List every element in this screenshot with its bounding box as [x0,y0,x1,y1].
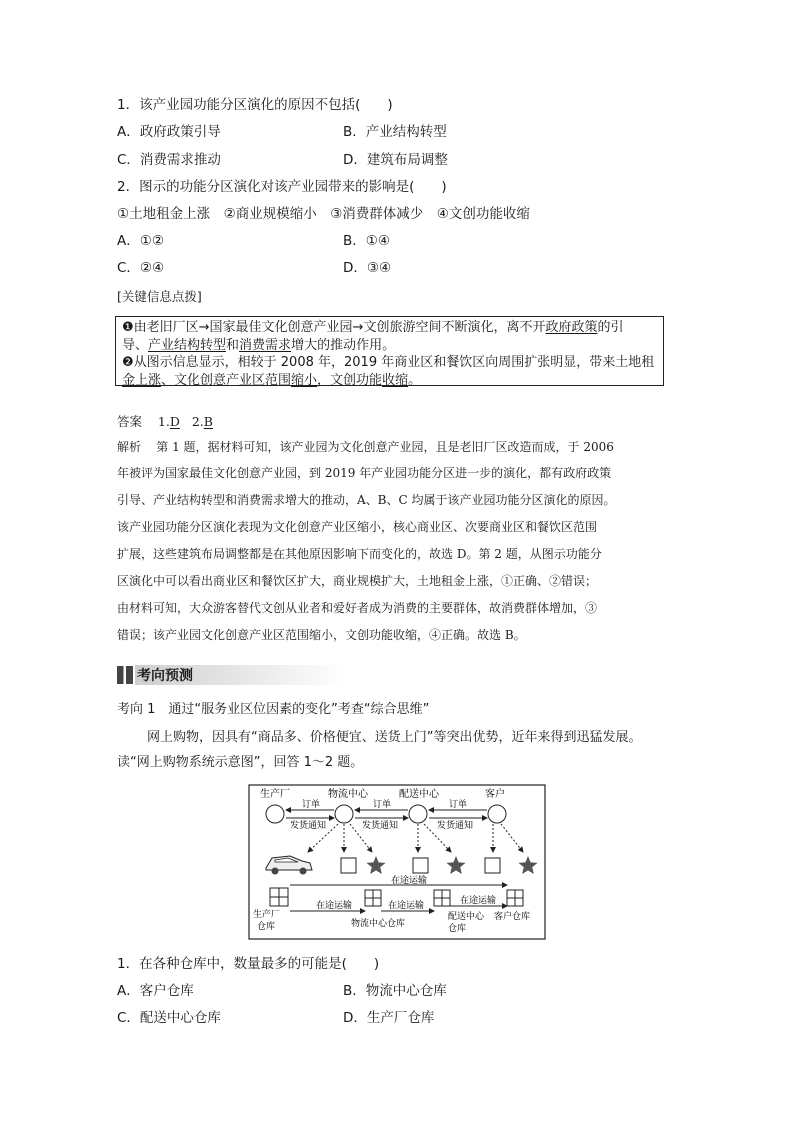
order-label-2: 订单 [373,800,392,810]
key-info-box [115,316,664,386]
answer-2: B [203,414,213,429]
explanation-line-5: 扩展，这些建筑布局调整都是在其他原因影响下而变化的，故选 D。第 2 题，从图示功能分 [117,547,602,561]
node-factory-circle [266,805,284,823]
key-info-heading: [关键信息点拨] [117,289,202,304]
star-icon [519,856,538,874]
transit-label-1: 在途运输 [316,901,353,911]
qb1-option-c: C．配送中心仓库 [117,1010,221,1026]
section-marker-icon [117,666,133,684]
qb1-option-d: D．生产厂仓库 [343,1010,435,1026]
notice-label-2: 发货通知 [362,821,399,831]
answer-1: D [169,414,180,429]
car-icon [266,856,312,875]
order-label-1: 订单 [302,800,321,810]
star-icon [447,856,466,874]
intro-line-2: 读“网上购物系统示意图”，回答 1～2 题。 [117,755,364,770]
key-info-line-3: ❷从图示信息显示，相较于 2008 年，2019 年商业区和餐饮区向周围扩张明显，带来土地租 [122,355,655,370]
node-customer-circle [488,805,506,823]
q2-option-b: B．①④ [343,233,390,249]
notice-label-3: 发货通知 [437,821,474,831]
section-title: 考向预测 [135,665,347,685]
transit-label-3: 在途运输 [460,896,497,906]
explanation-line-6: 区演化中可以看出商业区和餐饮区扩大，商业规模扩大，土地租金上涨，①正确、②错误； [117,574,598,588]
star-icon [367,856,386,874]
wh-label-dist-2: 仓库 [448,924,467,934]
transit-label-top: 在途运输 [391,876,428,886]
online-shopping-diagram [248,784,546,940]
explanation-line-3: 引导、产业结构转型和消费需求增大的推动，A、B、C 均属于该产业园功能分区演化的原因。 [117,493,616,507]
key-info-line-1: ❶由老旧厂区→国家最佳文化创意产业园→文创旅游空间不断演化，离不开政府政策的引 [122,320,624,335]
node-logistics-circle [335,805,353,823]
wh-label-customer: 客户仓库 [494,912,531,922]
warehouse-factory-icon [270,888,288,906]
q1-option-c: C．消费需求推动 [117,152,221,168]
direction-title: 考向 1 通过“服务业区位因素的变化”考查“综合思维” [117,702,430,717]
answer-line: 答案 1.D 2.B [117,414,213,429]
node-label-logistics: 物流中心 [328,789,368,800]
explanation-line-8: 错误；该产业园文化创意产业区范围缩小，文创功能收缩，④正确。故选 B。 [117,628,526,642]
key-info-line-2: 导、产业结构转型和消费需求增大的推动作用。 [122,337,396,353]
wh-label-dist-1: 配送中心 [448,912,485,922]
q2-option-a: A．①② [117,233,164,249]
section-heading [117,665,347,685]
q1-option-b: B．产业结构转型 [343,124,447,140]
q2-option-d: D．③④ [343,260,392,276]
q1-option-d: D．建筑布局调整 [343,152,448,168]
package-square-2 [413,858,428,873]
wh-label-factory-1: 生产厂 [253,910,281,920]
explanation-line-4: 该产业园功能分区演化表现为文化创意产业区缩小，核心商业区、次要商业区和餐饮区范围 [117,520,598,534]
wh-label-factory-2: 仓库 [257,922,276,932]
explanation-line-7: 由材料可知，大众游客替代文创从业者和爱好者成为消费的主要群体，故消费群体增加，③ [117,601,598,615]
package-square-1 [341,858,356,873]
order-label-3: 订单 [449,800,468,810]
question-2: 2．图示的功能分区演化对该产业园带来的影响是( ) [117,179,447,195]
qb1-option-a: A．客户仓库 [117,983,194,999]
qb1-option-b: B．物流中心仓库 [343,983,447,999]
wh-label-logistics: 物流中心仓库 [351,919,406,929]
explanation-line-1: 解析 第 1 题，据材料可知，该产业园为文化创意产业园，且是老旧厂区改造而成，于 2006 [117,440,614,454]
answer-label: 答案 [117,414,143,429]
key-info-line-4: 金上涨、文化创意产业区范围缩小，文创功能收缩。 [122,372,422,388]
node-distribution-circle [409,805,427,823]
node-label-factory: 生产厂 [260,789,290,800]
warehouse-distribution-icon [434,890,450,906]
question-1: 1．该产业园功能分区演化的原因不包括( ) [117,97,393,113]
warehouse-customer-icon [507,890,523,906]
question-b1: 1．在各种仓库中，数量最多的可能是( ) [117,956,380,972]
node-label-distribution: 配送中心 [399,789,439,800]
notice-label-1: 发货通知 [290,821,327,831]
warehouse-logistics-icon [365,890,381,906]
transit-label-2: 在途运输 [388,901,425,911]
node-label-customer: 客户 [485,789,505,800]
q2-statements: ①土地租金上涨 ②商业规模缩小 ③消费群体减少 ④文创功能收缩 [117,206,530,222]
q1-option-a: A．政府政策引导 [117,124,221,140]
explanation-line-2: 年被评为国家最佳文化创意产业园，到 2019 年产业园功能分区进一步的演化，都有政府政策 [117,466,612,480]
intro-line-1: 网上购物，因具有“商品多、价格便宜、送货上门”等突出优势，近年来得到迅猛发展。 [147,730,642,745]
q2-option-c: C．②④ [117,260,165,276]
package-square-3 [485,858,500,873]
